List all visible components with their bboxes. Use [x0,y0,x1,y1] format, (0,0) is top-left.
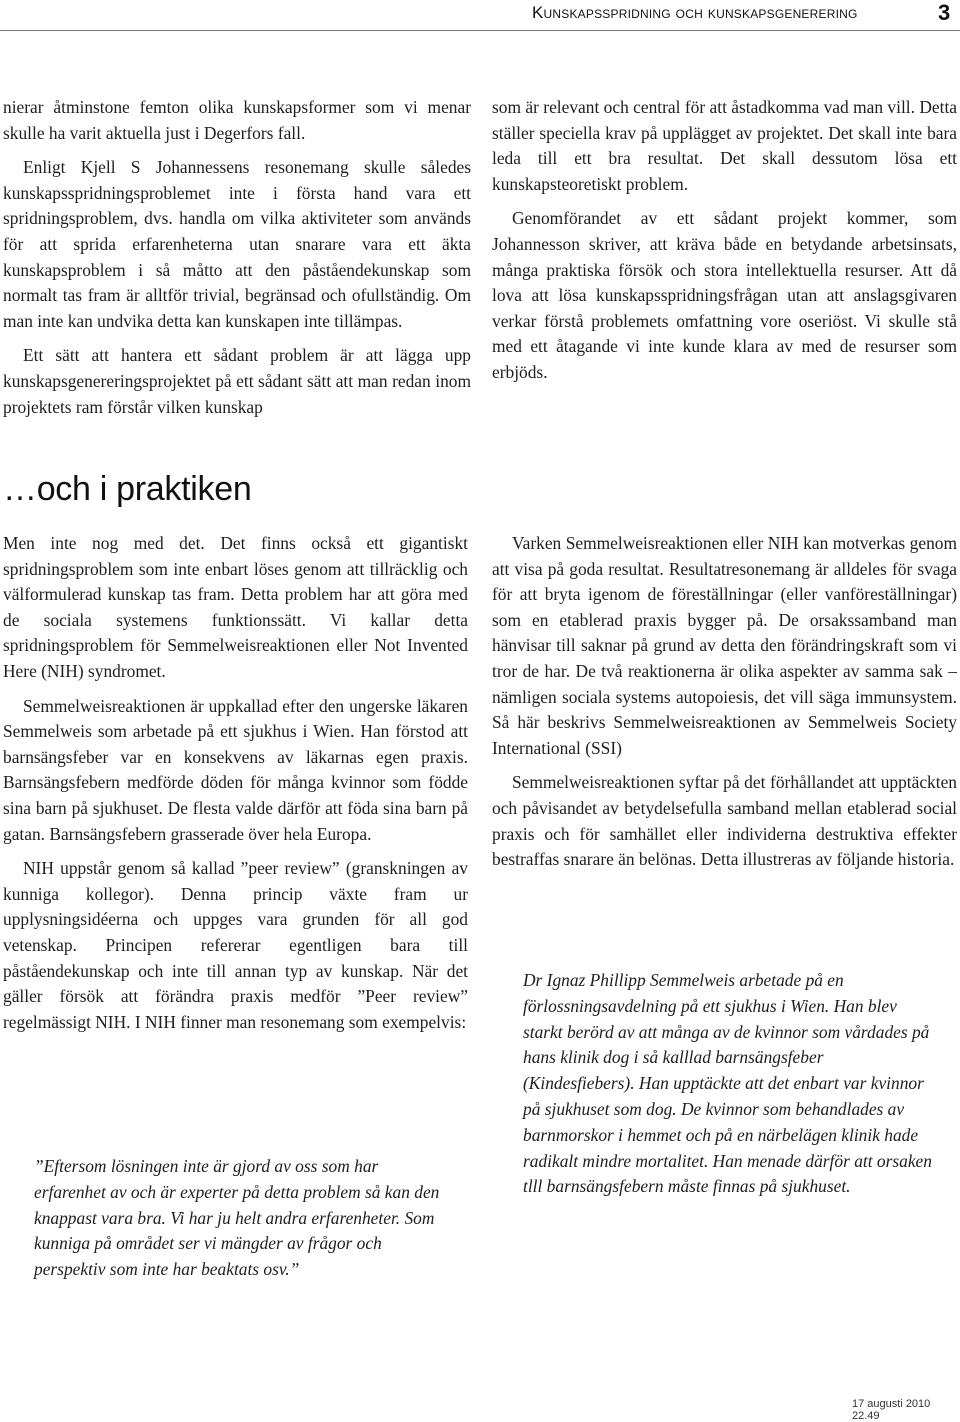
running-head: Kunskapsspridning och kunskapsgenerering [532,3,858,22]
column-left-top [3,95,471,429]
paragraph: Semmelweisreaktionen syftar på det förhållandet att upptäckten och påvisandet av betydelsefulla samband mellan etablerad social praxis och för samhället eller individerna destruktiva effekter bestraffas snarare än belönas. Detta illustreras av följande historia. [492,772,957,870]
paragraph: Semmelweisreaktionen är uppkallad efter den ungerske läkaren Semmelweis som arbetade på ett sjukhus i Wien. Han förstod att barnsängsfeber var en konsekvens av läkarnas egen praxis. Barnsängsfebern medförde döden för många kvinnor som födde sina barn på sjukhuset. De flesta valde därför att föda sina barn på gatan. Barnsängsfebern grasserade över hela Europa. [3,695,468,844]
block-quote-left: ”Eftersom lösningen inte är gjord av oss som har erfarenhet av och är experter på detta problem så kan den knappast vara bra. Vi har ju helt andra erfarenheter. Som kunniga på området ser vi mängder av frågor och perspektiv som inte har beaktats osv.” [34,1156,440,1280]
paragraph: som är relevant och central för att åstadkomma vad man vill. Detta ställer speciella krav på upplägget av projektet. Det skall inte bara leda till ett bra resultat. Det skall dessutom lösa ett kunskapsteoretiskt problem. [492,97,957,194]
page-number: 3 [938,0,951,25]
column-right-top [492,95,957,395]
block-quote-right: Dr Ignaz Phillipp Semmelweis arbetade på en förlossningsavdelning på ett sjukhus i Wien. Han blev starkt berörd av att många av de kvinnor som vårdades på hans klinik dog i så kalllad barnsängsfeber (Kindesfiebers). Han upptäckte att det enbart var kvinnor på sjukhuset som dog. De kvinnor som behandlades av barnmorskor i hemmet och på en närbelägen klinik hade radikalt mindre mortalitet. Han menade därför att orsaken tlll barnsängsfebern måste finnas på sjukhuset. [523,970,932,1197]
paragraph: NIH uppstår genom så kallad ”peer review” (granskningen av kunniga kollegor). Denna princip växte fram ur upplysningsidéerna och uppges vara grunden för all god vetenskap. Principen refererar egentligen bara till påståendekunskap och inte till annan typ av kunskap. När det gäller försök att förändra praxis medför ”Peer review” regelmässigt NIH. I NIH finner man resonemang som exempelvis: [3,858,468,1032]
page-header [0,0,960,30]
footer-timestamp: 17 augusti 2010 22.49 [852,1398,931,1422]
paragraph: Ett sätt att hantera ett sådant problem är att lägga upp kunskapsgenereringsprojektet på ett sådant sätt att man redan inom projektets ram förstår vilken kunskap [3,345,471,417]
header-rule [0,30,960,31]
column-left-bottom [3,531,468,1044]
paragraph: nierar åtminstone femton olika kunskapsformer som vi menar skulle ha varit aktuella just i Degerfors fall. [3,97,471,143]
column-right-bottom [492,531,957,882]
paragraph: Genomförandet av ett sådant projekt kommer, som Johannesson skriver, att kräva både en betydande arbetsinsats, många praktiska försök och stora intellektuella resurser. Att då lova att lösa kunskapsspridningsfrågan utan att anslagsgivaren verkar förstå problemets omfattning vore oseriöst. Vi skulle stå med ett åtagande vi inte kunde klara av med de resurser som erbjöds. [492,208,957,382]
section-heading: …och i praktiken [3,470,252,508]
paragraph: Men inte nog med det. Det finns också ett gigantiskt spridningsproblem som inte enbart löses genom att tillräcklig och välformulerad kunskap tas fram. Detta problem har att göra med de sociala systemens funktionssätt. Vi kallar detta spridningsproblem för Semmelweisreaktionen eller Not Invented Here (NIH) syndromet. [3,533,468,681]
paragraph: Varken Semmelweisreaktionen eller NIH kan motverkas genom att visa på goda resultat. Resultatresonemang är alldeles för svaga för att bryta igenom de föreställningar (eller vanföreställningar) som en etablerad praxis bygger på. De orsakssamband man hänvisar till saknar på grund av detta den förändringskraft som vi tror de har. De två reaktionerna är olika aspekter av samma sak – nämligen sociala systems autopoiesis, det vill säga immunsystem. Så här beskrivs Semmelweisreaktionen av Semmelweis Society International (SSI) [492,533,957,758]
paragraph: Enligt Kjell S Johannessens resonemang skulle således kunskapsspridningsproblemet inte i första hand vara ett spridningsproblem, dvs. handla om vilka aktiviteter som används för att sprida erfarenheterna utan snarare vara ett äkta kunskapsproblem i så måtto att den påståendekunskap som normalt tas fram är alltför trivial, begränsad och ofullständig. Om man inte kan undvika detta kan kunskapen inte tillämpas. [3,157,471,331]
